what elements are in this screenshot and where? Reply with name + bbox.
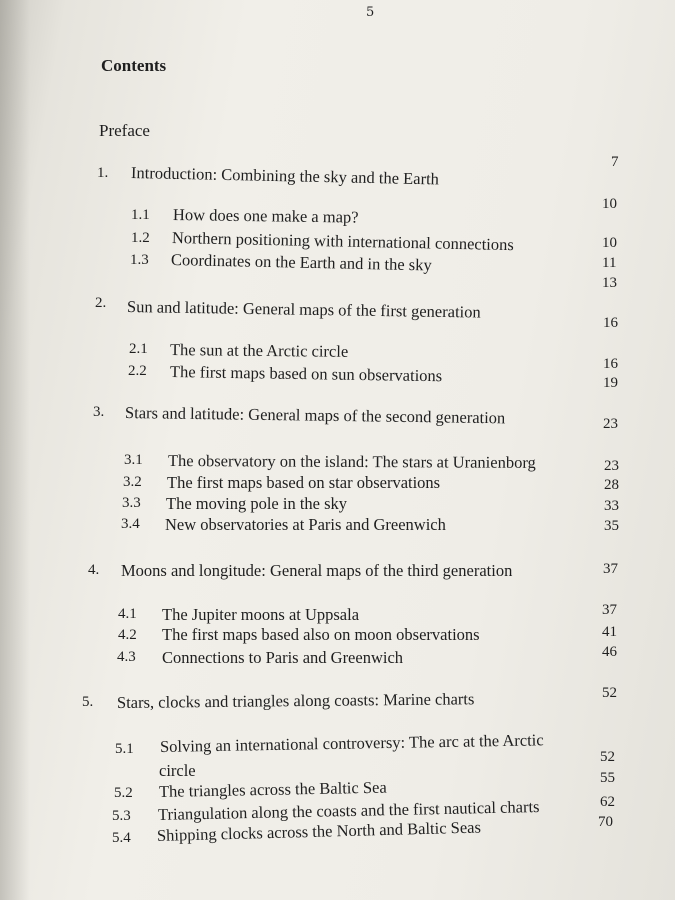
binding-shadow [0, 0, 30, 900]
contents-heading: Contents [101, 56, 167, 75]
section-2-2-title: The first maps based on sun observations [169, 362, 443, 386]
chapter-4-title: Moons and longitude: General maps of the third generation [121, 561, 513, 580]
toc-page-number: 70 [598, 814, 613, 830]
section-3-4-title: New observatories at Paris and Greenwich [165, 515, 446, 534]
toc-page-number: 19 [603, 375, 618, 391]
toc-page-number: 46 [602, 644, 617, 660]
section-4-1-title: The Jupiter moons at Uppsala [162, 605, 360, 624]
section-2-1-title: The sun at the Arctic circle [169, 340, 349, 361]
toc-page-number: 16 [603, 356, 618, 372]
chapter-3-title: Stars and latitude: General maps of the second generation [124, 403, 506, 428]
toc-page-number: 37 [602, 602, 617, 618]
chapter-2-title: Sun and latitude: General maps of the first generation [126, 297, 481, 322]
section-5-3-title: Triangulation along the coasts and the first nautical charts [157, 797, 540, 824]
toc-page-number: 52 [600, 749, 615, 765]
section-2-2-number: 2.2 [128, 363, 147, 379]
toc-page-number: 28 [604, 477, 619, 493]
chapter-5-number: 5. [82, 694, 94, 710]
page-number: 5 [366, 5, 375, 20]
section-4-3-title: Connections to Paris and Greenwich [162, 648, 404, 667]
toc-page-number: 7 [611, 154, 619, 170]
section-2-1-number: 2.1 [129, 341, 148, 357]
section-4-2-number: 4.2 [118, 627, 137, 643]
section-5-1-number: 5.1 [115, 741, 134, 757]
preface-entry: Preface [99, 121, 150, 140]
chapter-1-number: 1. [97, 165, 109, 181]
section-5-4-number: 5.4 [112, 830, 131, 846]
section-5-1-title: Solving an international controversy: The arc at the Arctic [159, 730, 544, 756]
toc-page-number: 33 [604, 498, 619, 514]
section-5-4-title: Shipping clocks across the North and Baltic Seas [156, 817, 482, 845]
toc-page-number: 35 [604, 518, 619, 534]
section-1-1-title: How does one make a map? [172, 205, 359, 227]
section-5-1-title-continued: circle [159, 761, 196, 780]
toc-page-number: 52 [602, 685, 617, 701]
section-4-2-title: The first maps based also on moon observations [162, 625, 480, 644]
chapter-4-number: 4. [88, 562, 100, 578]
chapter-3-number: 3. [93, 404, 105, 420]
chapter-5-title: Stars, clocks and triangles along coasts: Marine charts [116, 689, 475, 712]
toc-page-number: 10 [602, 196, 617, 212]
toc-page-number: 55 [600, 770, 615, 786]
section-3-2-number: 3.2 [123, 474, 142, 490]
section-1-3-number: 1.3 [130, 252, 149, 268]
section-4-3-number: 4.3 [117, 649, 136, 665]
toc-page-number: 23 [604, 458, 619, 474]
section-3-3-number: 3.3 [122, 495, 141, 511]
section-4-1-number: 4.1 [118, 606, 137, 622]
section-3-1-title: The observatory on the island: The stars at Uranienborg [167, 451, 536, 472]
section-1-2-number: 1.2 [131, 230, 150, 246]
toc-page-number: 37 [603, 561, 618, 577]
section-1-2-title: Northern positioning with international connections [171, 228, 514, 255]
toc-page-number: 16 [603, 315, 618, 331]
section-5-2-number: 5.2 [114, 785, 133, 801]
toc-page-number: 10 [602, 235, 617, 251]
toc-page-number: 23 [603, 416, 618, 432]
section-1-1-number: 1.1 [131, 207, 150, 223]
section-3-3-title: The moving pole in the sky [166, 494, 348, 513]
chapter-2-number: 2. [95, 295, 107, 311]
section-3-4-number: 3.4 [121, 516, 140, 532]
toc-page-number: 62 [600, 794, 615, 810]
section-5-2-title: The triangles across the Baltic Sea [158, 777, 387, 801]
section-1-3-title: Coordinates on the Earth and in the sky [170, 250, 432, 275]
toc-page-number: 13 [602, 275, 617, 291]
section-3-2-title: The first maps based on star observations [167, 473, 441, 492]
toc-page-number: 41 [602, 624, 617, 640]
toc-page-number: 11 [602, 255, 617, 271]
section-5-3-number: 5.3 [112, 808, 131, 824]
section-3-1-number: 3.1 [124, 452, 143, 468]
chapter-1-title: Introduction: Combining the sky and the Earth [130, 163, 440, 189]
